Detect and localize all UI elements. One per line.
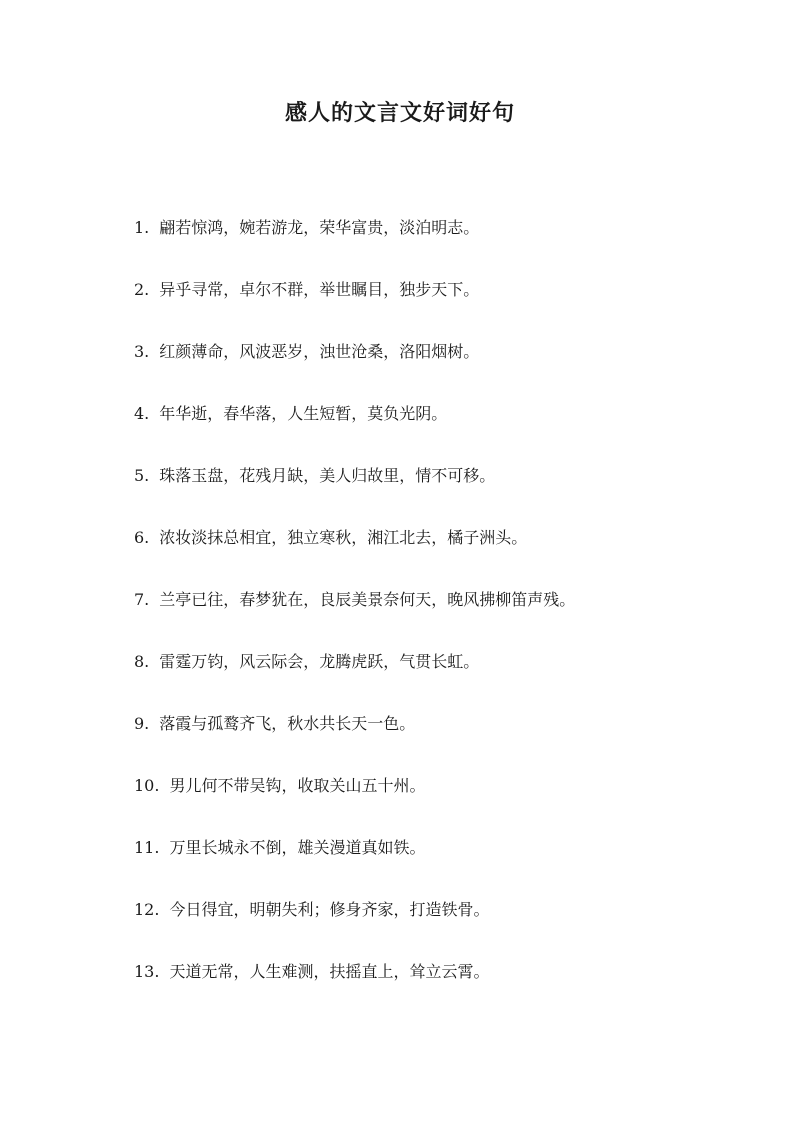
list-item <box>134 710 754 772</box>
list-item <box>134 896 754 958</box>
item-text: 异乎寻常，卓尔不群，举世瞩目，独步天下。 <box>159 280 480 299</box>
item-text: 男儿何不带吴钩，收取关山五十州。 <box>169 776 426 795</box>
list-item <box>134 462 754 524</box>
item-text: 年华逝，春华落，人生短暂，莫负光阴。 <box>159 404 448 423</box>
document-title: 感人的文言文好词好句 <box>284 100 515 126</box>
item-text: 翩若惊鸿，婉若游龙，荣华富贵，淡泊明志。 <box>159 218 480 237</box>
item-number: 9. <box>134 714 150 733</box>
list-item <box>134 958 754 1020</box>
list-item <box>134 586 754 648</box>
item-text: 万里长城永不倒，雄关漫道真如铁。 <box>169 838 426 857</box>
item-text: 今日得宜，明朝失利；修身齐家，打造铁骨。 <box>169 900 490 919</box>
item-number: 11. <box>134 838 160 857</box>
list-item <box>134 276 754 338</box>
item-number: 5. <box>134 466 150 485</box>
item-number: 1. <box>134 218 150 237</box>
list-item <box>134 338 754 400</box>
item-number: 2. <box>134 280 150 299</box>
list-item <box>134 772 754 834</box>
list-item <box>134 214 754 276</box>
list-item <box>134 648 754 710</box>
phrase-list <box>134 214 754 1020</box>
item-text: 珠落玉盘，花残月缺，美人归故里，情不可移。 <box>159 466 496 485</box>
item-number: 4. <box>134 404 150 423</box>
item-text: 天道无常，人生难测，扶摇直上，耸立云霄。 <box>169 962 490 981</box>
item-number: 6. <box>134 528 150 547</box>
item-text: 兰亭已往，春梦犹在，良辰美景奈何天，晚风拂柳笛声残。 <box>159 590 576 609</box>
item-number: 3. <box>134 342 150 361</box>
item-number: 7. <box>134 590 150 609</box>
item-number: 10. <box>134 776 160 795</box>
item-text: 红颜薄命，风波恶岁，浊世沧桑，洛阳烟树。 <box>159 342 480 361</box>
list-item <box>134 834 754 896</box>
list-item <box>134 524 754 586</box>
list-item <box>134 400 754 462</box>
item-number: 13. <box>134 962 160 981</box>
item-text: 落霞与孤鹜齐飞，秋水共长天一色。 <box>159 714 416 733</box>
item-number: 12. <box>134 900 160 919</box>
item-text: 雷霆万钧，风云际会，龙腾虎跃，气贯长虹。 <box>159 652 480 671</box>
item-number: 8. <box>134 652 150 671</box>
item-text: 浓妆淡抹总相宜，独立寒秋，湘江北去，橘子洲头。 <box>159 528 528 547</box>
